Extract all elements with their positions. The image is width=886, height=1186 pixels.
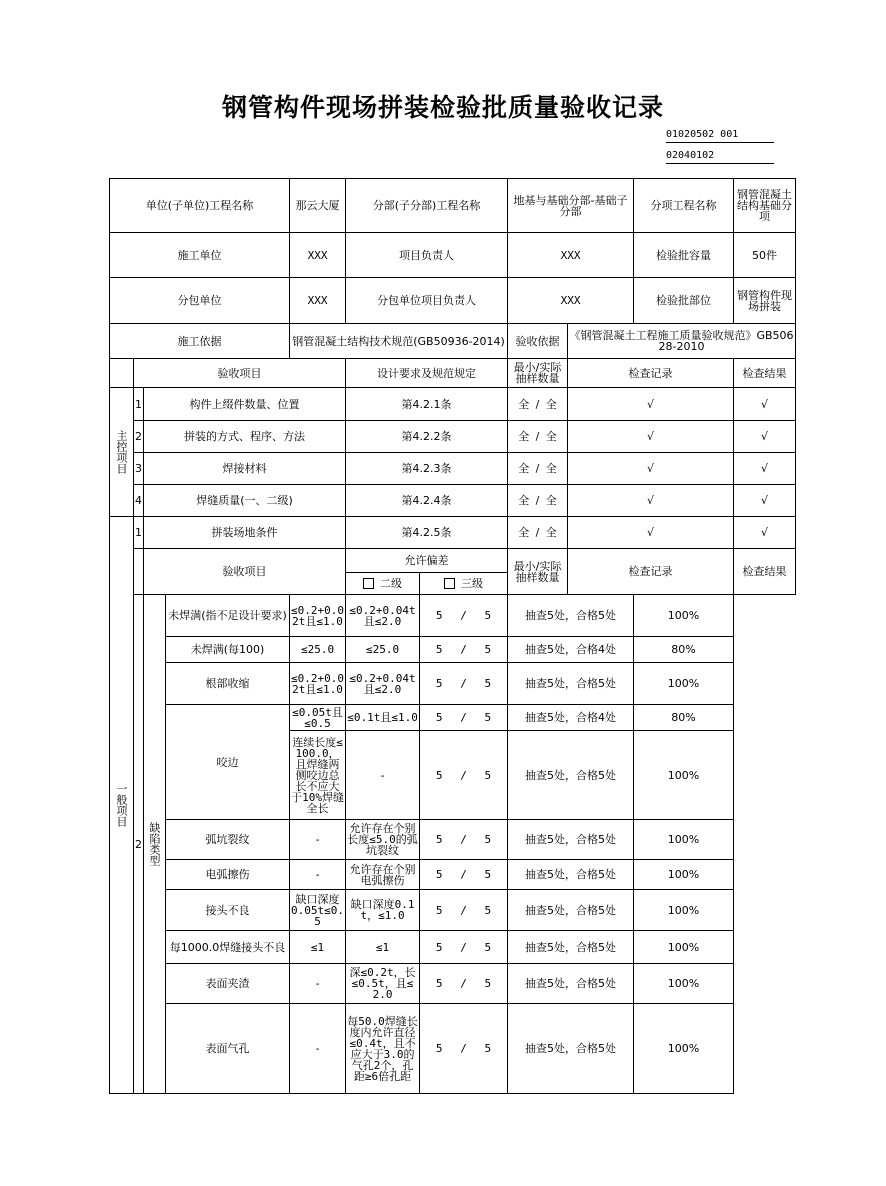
defect-row [110,820,796,860]
main-actual: 全 [545,397,557,411]
main-result: √ [734,453,796,485]
defect-record: 抽查5处，合格5处 [508,1004,634,1094]
defect-min: 5 [435,868,443,881]
inspection-table [109,178,796,1094]
defect-row [110,637,796,663]
main-min: 全 [518,430,530,443]
defect-result: 80% [634,637,734,663]
unit-label: 单位(子单位)工程名称 [110,179,290,233]
page-title: 钢管构件现场拼装检验批质量验收记录 [221,93,664,122]
grade2-label: 二级 [380,576,403,590]
defect-sep: / [460,1042,467,1055]
main-min: 全 [518,494,530,507]
defect-grade2: - [290,820,346,860]
defect-actual: 5 [484,868,492,881]
main-sep: / [535,430,540,443]
col-design: 设计要求及规范规定 [346,359,508,388]
defect-grade2: ≤25.0 [290,637,346,663]
defect-result: 100% [634,663,734,705]
defect-name: 每1000.0焊缝接头不良 [166,931,290,964]
blank-cell [134,549,144,595]
main-control-label: 主控项目 [110,388,134,517]
main-record: √ [568,421,734,453]
main-min: 全 [518,397,530,411]
defect-grade2: - [290,860,346,890]
general-clause: 第4.2.5条 [346,517,508,549]
defect-min: 5 [435,711,443,724]
defect-record: 抽查5处，合格5处 [508,931,634,964]
defect-actual: 5 [484,643,492,656]
defect-actual: 5 [484,768,492,782]
defect-sep: / [460,903,467,917]
acceptance-basis-value: 《钢管混凝土工程施工质量验收规范》GB50628-2010 [568,324,796,359]
defect-record: 抽查5处，合格5处 [508,595,634,637]
subitem-value: 钢管混凝土结构基础分项 [734,179,796,233]
col-result: 检查结果 [734,359,796,388]
defect-name: 咬边 [166,705,290,820]
defect-row [110,890,796,931]
grade2-checkbox[interactable] [363,578,374,589]
defect-grade3: ≤1 [346,931,420,964]
defect-grade3: 允许存在个别长度≤5.0的弧坑裂纹 [346,820,420,860]
defect-min: 5 [435,903,443,917]
defect-grade3: - [346,731,420,820]
main-clause: 第4.2.2条 [346,421,508,453]
division-label: 分部(子分部)工程名称 [346,179,508,233]
defect-name: 接头不良 [166,890,290,931]
main-result: √ [734,421,796,453]
defect-actual: 5 [484,940,492,954]
sub-pm-label: 分包单位项目负责人 [346,278,508,324]
sub-col-result: 检查结果 [734,549,796,595]
header-row-1 [110,179,796,233]
defect-grade3: ≤0.1t且≤1.0 [346,705,420,731]
defect-sep: / [460,643,467,656]
general-min: 全 [518,526,530,539]
general-item2-no: 2 [134,595,144,1094]
defect-record: 抽查5处，合格4处 [508,637,634,663]
defect-record: 抽查5处，合格5处 [508,820,634,860]
general-label: 一般项目 [110,517,134,1094]
unit-value: 那云大厦 [290,179,346,233]
main-no: 1 [134,388,144,421]
general-record: √ [568,517,734,549]
defect-actual: 5 [484,609,492,622]
defect-row [110,1004,796,1094]
header-row-2 [110,233,796,278]
defect-result: 100% [634,731,734,820]
main-row [110,421,796,453]
defect-name: 根部收缩 [166,663,290,705]
defect-actual: 5 [484,977,492,990]
defect-grade3: 缺口深度0.1t，≤1.0 [346,890,420,931]
defect-name: 表面气孔 [166,1004,290,1094]
defect-result: 100% [634,890,734,931]
defect-name: 未焊满(每100) [166,637,290,663]
defect-min: 5 [435,940,443,954]
defect-grade2: 缺口深度0.05t≤0.5 [290,890,346,931]
defect-name: 弧坑裂纹 [166,820,290,860]
defect-actual: 5 [484,1042,492,1055]
main-item-name: 构件上缀件数量、位置 [144,388,346,421]
defect-row [110,705,796,731]
defect-grade2: ≤1 [290,931,346,964]
main-sep: / [535,462,540,475]
main-record: √ [568,485,734,517]
defect-record: 抽查5处，合格5处 [508,731,634,820]
defect-sep: / [460,677,467,690]
main-clause: 第4.2.1条 [346,388,508,421]
capacity-label: 检验批容量 [634,233,734,278]
defect-row [110,964,796,1004]
main-result: √ [734,485,796,517]
defect-record: 抽查5处，合格5处 [508,890,634,931]
defect-min: 5 [435,643,443,656]
defect-type-label: 缺陷类型 [144,595,166,1094]
division-value: 地基与基础分部-基础子分部 [508,179,634,233]
general-actual: 全 [545,526,557,539]
defect-actual: 5 [484,711,492,724]
main-sep: / [535,494,540,507]
defect-min: 5 [435,977,443,990]
main-record: √ [568,453,734,485]
defect-grade2: ≤0.2+0.02t且≤1.0 [290,663,346,705]
defect-result: 100% [634,931,734,964]
defect-record: 抽查5处，合格5处 [508,663,634,705]
defect-result: 80% [634,705,734,731]
main-item-name: 焊缝质量(一、二级) [144,485,346,517]
defect-sep: / [460,609,467,622]
defect-record: 抽查5处，合格5处 [508,964,634,1004]
defect-sep: / [460,833,467,846]
defect-grade2: ≤0.2+0.02t且≤1.0 [290,595,346,637]
main-actual: 全 [545,462,557,475]
main-min: 全 [518,462,530,475]
defect-grade3: 允许存在个别电弧擦伤 [346,860,420,890]
defect-grade2: - [290,1004,346,1094]
defect-min: 5 [435,609,443,622]
pm-value: XXX [508,233,634,278]
defect-grade3: 深≤0.2t，长≤0.5t，且≤2.0 [346,964,420,1004]
location-value: 钢管构件现场拼装 [734,278,796,324]
sub-col-record: 检查记录 [568,549,734,595]
defect-actual: 5 [484,903,492,917]
grade3-checkbox[interactable] [444,578,455,589]
grade3-label: 三级 [461,576,484,590]
defect-grade2: 连续长度≤100.0，且焊缝两侧咬边总长不应大于10%焊缝全长 [290,731,346,820]
main-row [110,388,796,421]
subcontractor-value: XXX [290,278,346,324]
header-row-4 [110,324,796,359]
defect-result: 100% [634,820,734,860]
contractor-label: 施工单位 [110,233,290,278]
sub-col-sampling: 最小/实际抽样数量 [508,549,568,595]
defect-min: 5 [435,677,443,690]
defect-sep: / [460,977,467,990]
defect-record: 抽查5处，合格5处 [508,860,634,890]
defect-grade2: ≤0.05t且≤0.5 [290,705,346,731]
general-row-1 [110,517,796,549]
pm-label: 项目负责人 [346,233,508,278]
defect-row [110,595,796,637]
subitem-label: 分项工程名称 [634,179,734,233]
capacity-value: 50件 [734,233,796,278]
blank-cell [110,359,134,388]
defect-name: 表面夹渣 [166,964,290,1004]
defect-row [110,860,796,890]
record-code-1: 01020502 001 [666,128,774,143]
col-record: 检查记录 [568,359,734,388]
sub-pm-value: XXX [508,278,634,324]
defect-grade2: - [290,964,346,1004]
defect-result: 100% [634,964,734,1004]
main-record: √ [568,388,734,421]
defect-grade3: 每50.0焊缝长度内允许直径≤0.4t，且不应大于3.0的气孔2个，孔距≥6倍孔距 [346,1004,420,1094]
main-clause: 第4.2.4条 [346,485,508,517]
subcontractor-label: 分包单位 [110,278,290,324]
header-row-3 [110,278,796,324]
main-actual: 全 [545,494,557,507]
basis-value: 钢管混凝土结构技术规范(GB50936-2014) [290,324,508,359]
defect-result: 100% [634,1004,734,1094]
defect-result: 100% [634,595,734,637]
defect-actual: 5 [484,677,492,690]
defect-min: 5 [435,768,443,782]
defect-row [110,931,796,964]
defect-grade3: ≤0.2+0.04t且≤2.0 [346,595,420,637]
defect-sep: / [460,868,467,881]
defect-name: 未焊满(指不足设计要求) [166,595,290,637]
main-result: √ [734,388,796,421]
main-item-name: 拼装的方式、程序、方法 [144,421,346,453]
defect-sep: / [460,768,467,782]
defect-record: 抽查5处，合格4处 [508,705,634,731]
defect-actual: 5 [484,833,492,846]
general-item-name: 拼装场地条件 [144,517,346,549]
sub-col-item: 验收项目 [144,549,346,595]
main-row [110,453,796,485]
defect-row [110,663,796,705]
defect-result: 100% [634,860,734,890]
main-no: 2 [134,421,144,453]
main-actual: 全 [545,430,557,443]
main-item-name: 焊接材料 [144,453,346,485]
defect-min: 5 [435,1042,443,1055]
main-sep: / [535,397,540,411]
acceptance-basis-label: 验收依据 [508,324,568,359]
main-clause: 第4.2.3条 [346,453,508,485]
main-row [110,485,796,517]
contractor-value: XXX [290,233,346,278]
general-result: √ [734,517,796,549]
defect-sep: / [460,711,467,724]
defect-min: 5 [435,833,443,846]
record-code-2: 02040102 [666,149,774,164]
main-no: 3 [134,453,144,485]
defect-sep: / [460,940,467,954]
general-no: 1 [134,517,144,549]
general-sep: / [535,526,540,539]
defect-name: 电弧擦伤 [166,860,290,890]
sub-header-row-1 [110,549,796,573]
location-label: 检验批部位 [634,278,734,324]
col-sampling: 最小/实际抽样数量 [508,359,568,388]
defect-grade3: ≤25.0 [346,637,420,663]
col-tolerance: 允许偏差 [346,549,508,573]
column-header-row [110,359,796,388]
col-item: 验收项目 [134,359,346,388]
main-no: 4 [134,485,144,517]
defect-grade3: ≤0.2+0.04t且≤2.0 [346,663,420,705]
basis-label: 施工依据 [110,324,290,359]
